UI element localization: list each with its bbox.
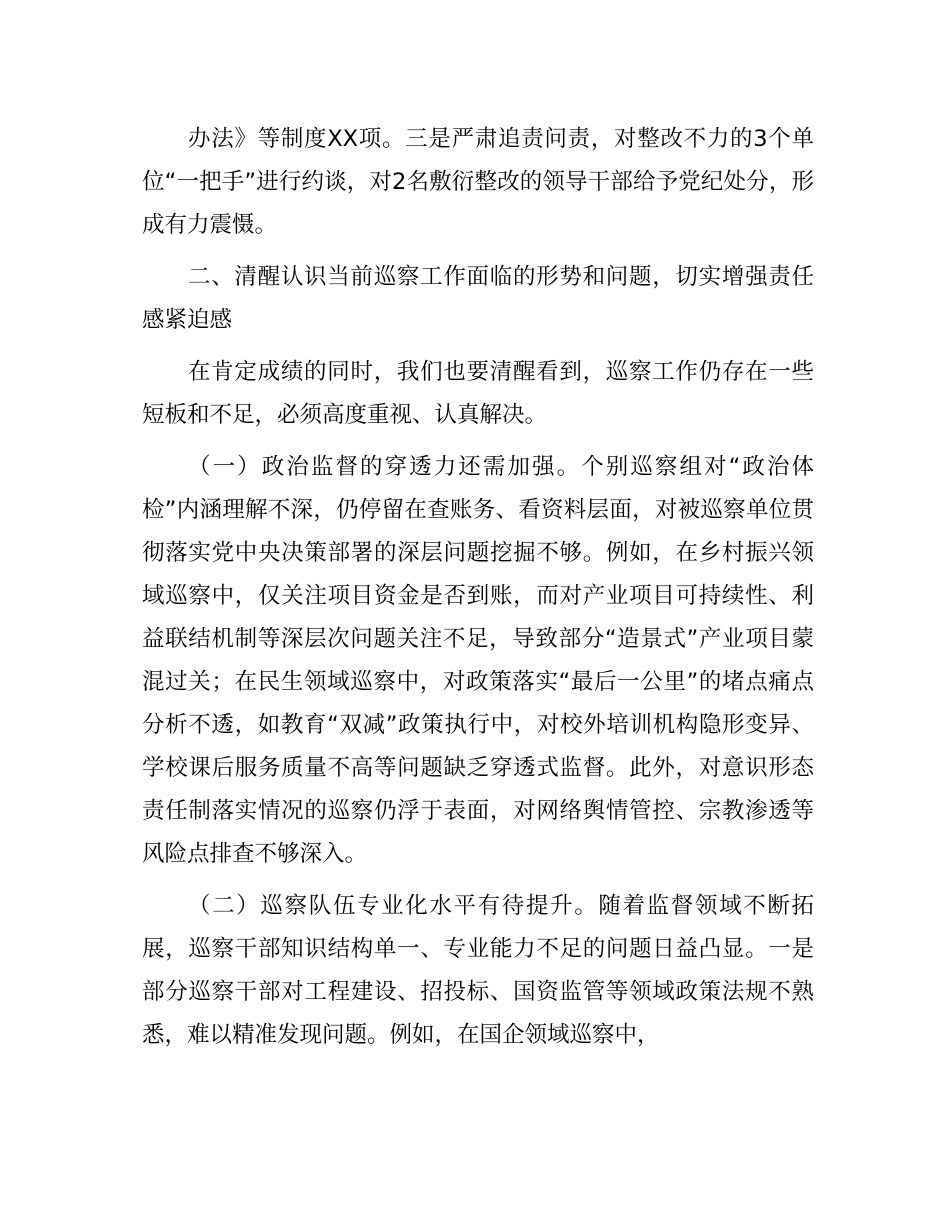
paragraph-political-supervision: （一）政治监督的穿透力还需加强。个别巡察组对“政治体检”内涵理解不深，仍停留在查账务、看资料层面，对被巡察单位贯彻落实党中央决策部署的深层问题挖掘不够。例如，在乡村振兴领域巡察中，仅关注项目资金是否到账，而对产业项目可持续性、利益联结机制等深层次问题关注不足，导致部分“造景式”产业项目蒙混过关；在民生领域巡察中，对政策落实“最后一公里”的堵点痛点分析不透，如教育“双减”政策执行中，对校外培训机构隐形变异、学校课后服务质量不高等问题缺乏穿透式监督。此外，对意识形态责任制落实情况的巡察仍浮于表面，对网络舆情管控、宗教渗透等风险点排查不够深入。 xyxy=(142,454,814,867)
paragraph-team-professionalism: （二）巡察队伍专业化水平有待提升。随着监督领域不断拓展，巡察干部知识结构单一、专业能力不足的问题日益凸显。一是部分巡察干部对工程建设、招投标、国资监管等领域政策法规不熟悉，难以精准发现问题。例如，在国企领域巡察中， xyxy=(142,893,814,1048)
section-heading-two: 二、清醒认识当前巡察工作面临的形势和问题，切实增强责任感紧迫感 xyxy=(142,264,814,333)
paragraph-rectification-results: 办法》等制度XX项。三是严肃追责问责，对整改不力的3个单位“一把手”进行约谈，对2名敷衍整改的领导干部给予党纪处分，形成有力震慑。 xyxy=(142,126,814,238)
paragraph-intro-shortcomings: 在肯定成绩的同时，我们也要清醒看到，巡察工作仍存在一些短板和不足，必须高度重视、认真解决。 xyxy=(142,359,814,428)
document-page xyxy=(142,118,814,1066)
